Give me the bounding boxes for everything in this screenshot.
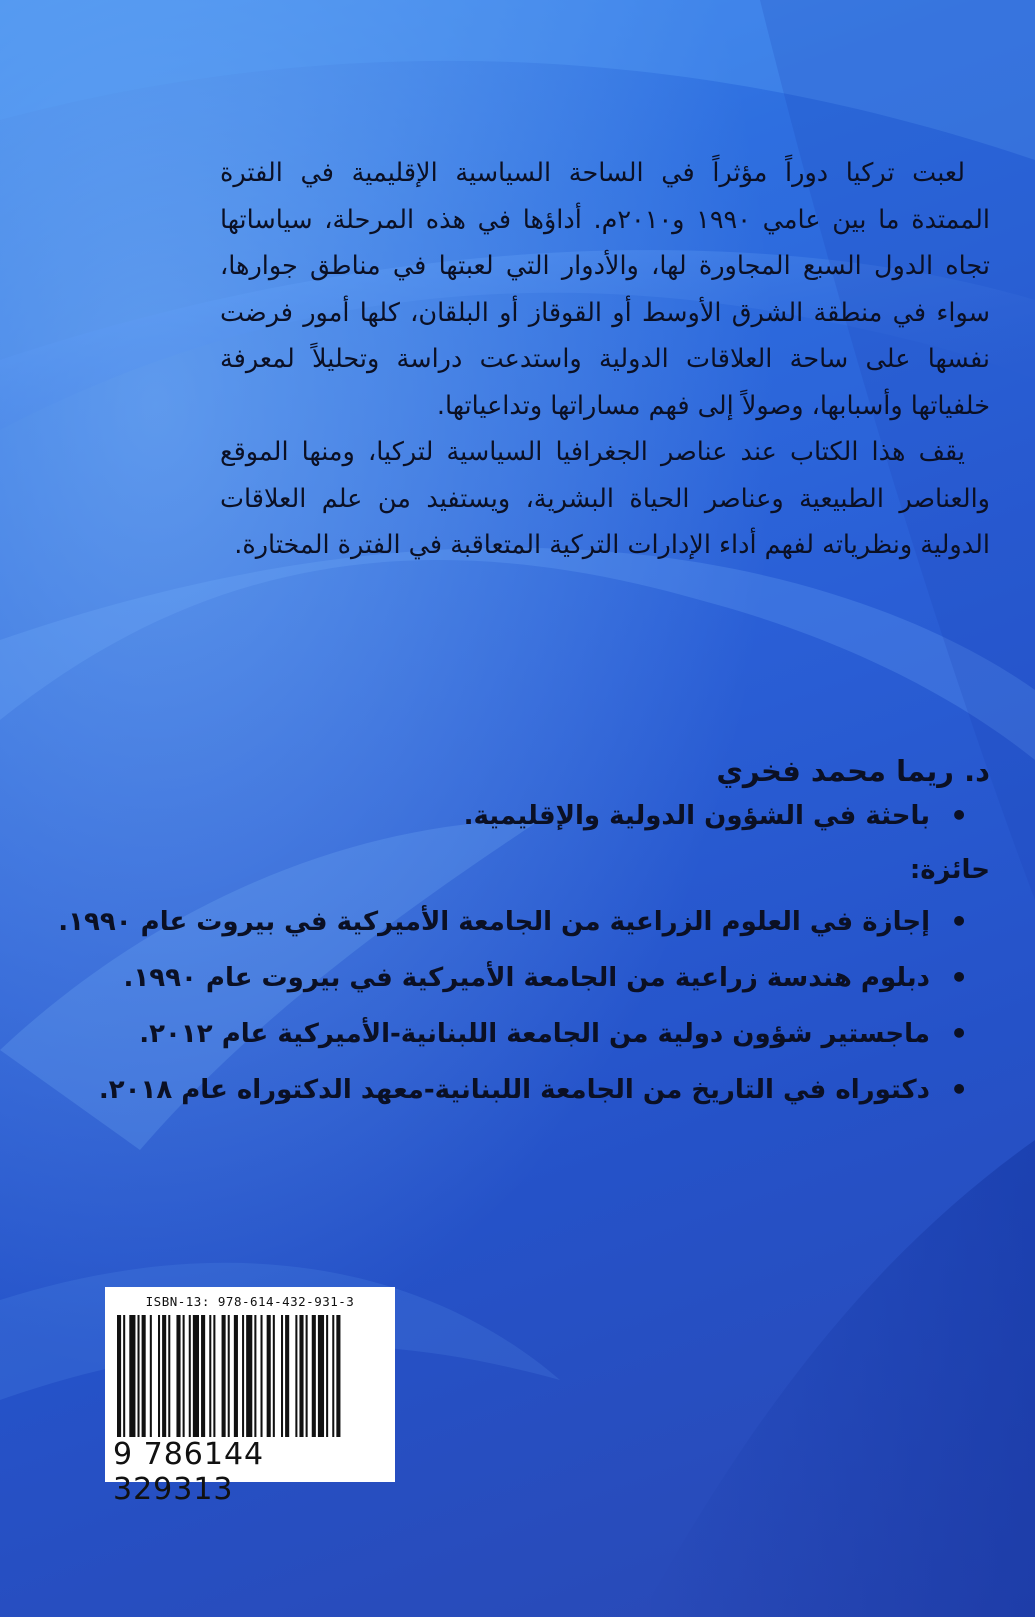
barcode-bar — [242, 1315, 244, 1437]
barcode-bar — [312, 1315, 316, 1437]
author-role: • باحثة في الشؤون الدولية والإقليمية. — [40, 794, 990, 838]
barcode-bar — [201, 1315, 205, 1437]
barcode-bar — [332, 1315, 334, 1437]
barcode-bar — [295, 1315, 297, 1437]
barcode-bar — [142, 1315, 146, 1437]
barcode-bar — [117, 1315, 121, 1437]
barcode-bar — [123, 1315, 125, 1437]
barcode-bar — [246, 1315, 252, 1437]
barcode-bar — [261, 1315, 263, 1437]
barcode-bar — [273, 1315, 275, 1437]
isbn-barcode — [105, 1287, 395, 1507]
barcode-bar — [129, 1315, 135, 1437]
description-paragraph-2: يقف هذا الكتاب عند عناصر الجغرافيا السياسية لتركيا، ومنها الموقع والعناصر الطبيعية وعناصر الحياة البشرية، ويستفيد من علم العلاقات الدولية ونظرياته لفهم أداء الإدارات التركية المتعاقبة في الفترة المختارة. — [220, 437, 990, 560]
author-name: د. ريما محمد فخري — [716, 754, 990, 788]
barcode-bar — [267, 1315, 271, 1437]
barcode-bar — [183, 1315, 185, 1437]
barcode-bar — [285, 1315, 289, 1437]
qualifications-heading: حائزة: — [909, 855, 990, 885]
barcode-bar — [254, 1315, 256, 1437]
author-bio — [40, 748, 990, 1124]
barcode-bar — [138, 1315, 140, 1437]
barcode-bar — [326, 1315, 328, 1437]
barcode-bar — [228, 1315, 230, 1437]
barcode-bar — [336, 1315, 340, 1437]
barcode-bar — [158, 1315, 160, 1437]
author-role-list — [40, 794, 990, 838]
barcode-bar — [176, 1315, 180, 1437]
isbn-label: ISBN-13: 978-614-432-931-3 — [145, 1294, 355, 1309]
barcode-bar — [299, 1315, 303, 1437]
book-description — [220, 150, 990, 569]
barcode-bar — [150, 1315, 152, 1437]
qualification-item: • دبلوم هندسة زراعية من الجامعة الأميركية في بيروت عام ١٩٩٠. — [40, 956, 990, 1000]
barcode-digits: 9 786144 329313 — [113, 1437, 265, 1507]
qualification-item: • دكتوراه في التاريخ من الجامعة اللبنانية-معهد الدكتوراه عام ٢٠١٨. — [40, 1068, 990, 1112]
barcode-bar — [193, 1315, 199, 1437]
barcode-bar — [281, 1315, 283, 1437]
barcode-bar — [168, 1315, 170, 1437]
qualification-item: • ماجستير شؤون دولية من الجامعة اللبنانية-الأميركية عام ٢٠١٢. — [40, 1012, 990, 1056]
barcode-bar — [306, 1315, 308, 1437]
barcode-bars — [117, 1315, 383, 1437]
barcode-bar — [222, 1315, 226, 1437]
barcode-bar — [209, 1315, 211, 1437]
barcode-bar — [234, 1315, 238, 1437]
barcode-bar — [318, 1315, 324, 1437]
barcode-bar — [162, 1315, 166, 1437]
barcode-bar — [189, 1315, 191, 1437]
description-paragraph-1: لعبت تركيا دوراً مؤثراً في الساحة السياسية الإقليمية في الفترة الممتدة ما بين عامي ١٩٩٠ و٢٠١٠م. أداؤها في هذه المرحلة، سياساتها تجاه الدول السبع المجاورة لها، والأدوار التي لعبتها في مناطق جوارها، سواء في منطقة الشرق الأوسط أو القوقاز أو البلقان، كلها أمور فرضت نفسها على ساحة العلاقات الدولية واستدعت دراسة وتحليلاً لمعرفة خلفياتها وأسبابها، وصولاً إلى فهم مساراتها وتداعياتها. — [220, 158, 990, 421]
barcode-bar — [213, 1315, 215, 1437]
qualifications-list — [40, 900, 990, 1112]
qualification-item: • إجازة في العلوم الزراعية من الجامعة الأميركية في بيروت عام ١٩٩٠. — [40, 900, 990, 944]
